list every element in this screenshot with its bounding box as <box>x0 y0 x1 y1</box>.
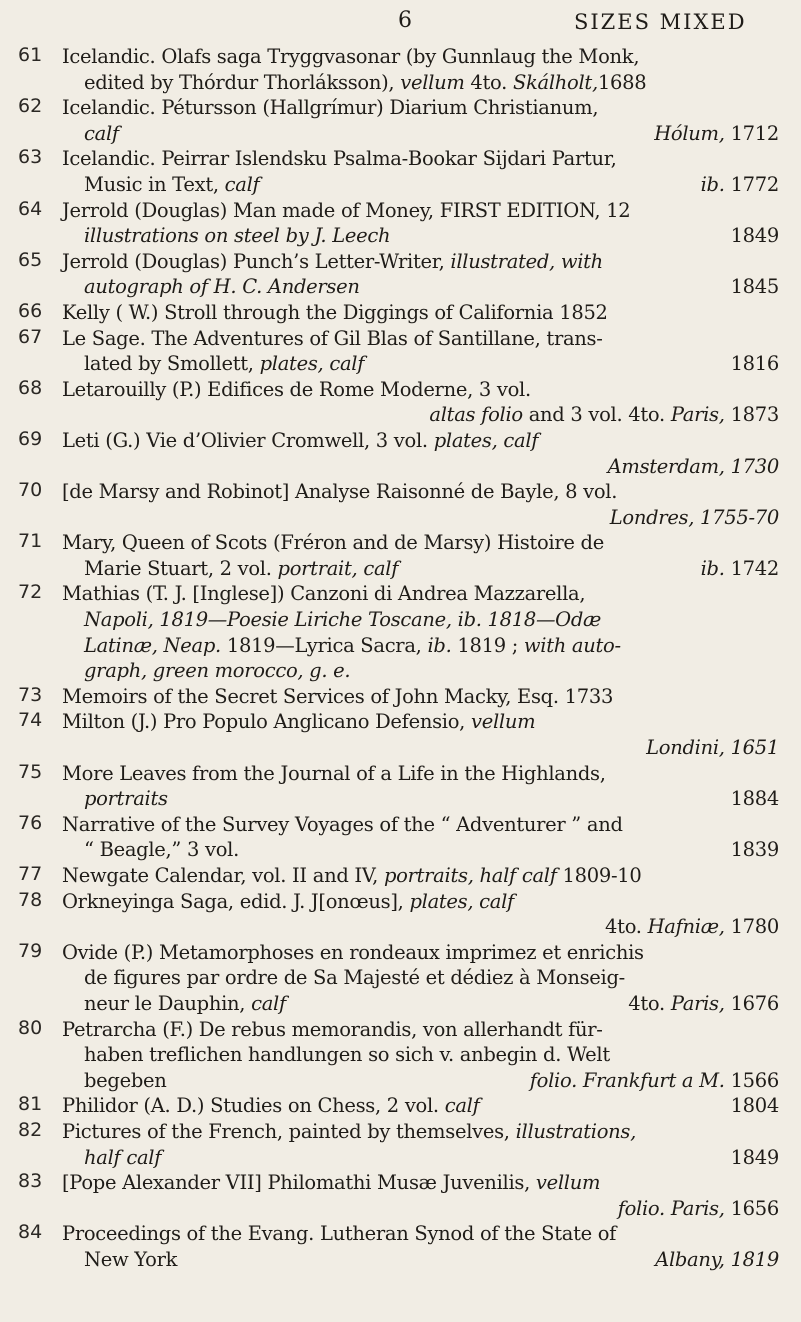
lot-number: 74 <box>18 709 43 732</box>
lot-number: 77 <box>18 863 43 885</box>
entry-format: 4to. <box>628 991 671 1015</box>
entry-imprint: Londini, 1651 <box>646 736 779 760</box>
catalogue-entry <box>0 428 801 479</box>
entry-date: 1839 <box>730 838 779 862</box>
entry-text <box>62 914 779 940</box>
entry-text: New York <box>84 1247 178 1271</box>
entry-text: Proceedings of the Evang. Lutheran Synod of the State of <box>62 1222 617 1246</box>
catalogue-entry <box>0 1093 801 1119</box>
entry-text <box>62 633 779 659</box>
lot-number: 66 <box>18 299 43 322</box>
entry-text: Napoli, 1819—Poesie Liriche Toscane, ib. 1818—Odæ <box>84 608 602 632</box>
lot-number: 75 <box>18 760 43 783</box>
entry-place: Hólum, <box>654 121 725 145</box>
entry-text <box>62 121 779 147</box>
catalogue-entry <box>0 1017 801 1094</box>
entry-note: with auto- <box>523 633 621 657</box>
catalogue-entry <box>0 1119 801 1170</box>
catalogue-entry <box>0 709 801 760</box>
entry-imprint: Amsterdam, 1730 <box>607 454 779 478</box>
entry-date: 1804 <box>730 1094 779 1118</box>
entry-place: Skálholt, <box>512 70 598 94</box>
entry-text: Marie Stuart, 2 vol. <box>84 556 278 580</box>
entry-format: 4to. <box>464 70 513 94</box>
entry-text: Icelandic. Olafs saga Tryggvasonar (by Gunnlaug the Monk, <box>62 45 640 68</box>
catalogue-entries <box>0 44 801 1273</box>
entry-binding: calf <box>84 121 119 145</box>
entry-text <box>62 70 779 96</box>
entry-text: Letarouilly (P.) Edifices de Rome Moderne, 3 vol. <box>62 377 531 401</box>
lot-number: 69 <box>18 427 43 450</box>
catalogue-entry <box>0 249 801 300</box>
entry-text: begeben <box>84 1068 167 1092</box>
lot-number: 81 <box>18 1093 43 1116</box>
catalogue-entry <box>0 479 801 530</box>
entry-text: Newgate Calendar, vol. II and IV, <box>62 864 384 887</box>
entry-text <box>62 172 779 198</box>
entry-text: Pictures of the French, painted by themselves, <box>62 1119 516 1143</box>
entry-text <box>62 991 779 1017</box>
entry-date: 1816 <box>730 352 779 376</box>
catalogue-entry <box>0 761 801 812</box>
entry-note: illustrated, with <box>450 249 603 273</box>
entry-binding: vellum <box>400 70 465 94</box>
catalogue-entry <box>0 146 801 197</box>
entry-text: [de Marsy and Robinot] Analyse Raisonné de Bayle, 8 vol. <box>62 480 618 504</box>
page-number: 6 <box>398 8 412 33</box>
entry-text: Memoirs of the Secret Services of John Macky, Esq. 1733 <box>62 684 614 708</box>
entry-place: Paris, <box>670 403 725 427</box>
lot-number: 80 <box>18 1016 43 1039</box>
entry-text <box>62 889 779 915</box>
lot-number: 83 <box>18 1170 43 1193</box>
entry-text: Icelandic. Peirrar Islendsku Psalma-Bookar Sijdari Partur, <box>62 147 617 171</box>
entry-note: illustrations, <box>515 1119 637 1143</box>
entry-note: portraits <box>84 787 168 811</box>
entry-binding: plates, calf <box>259 352 365 376</box>
entry-date: 1676 <box>724 991 779 1015</box>
entry-text: Narrative of the Survey Voyages of the “ Adventurer ” and <box>62 812 623 836</box>
entry-date: 1742 <box>730 556 779 580</box>
entry-imprint: folio. Frankfurt a M. <box>529 1068 725 1092</box>
page-header <box>0 8 801 36</box>
lot-number: 70 <box>18 479 43 502</box>
lot-number: 64 <box>18 197 43 220</box>
entry-text <box>62 274 779 300</box>
entry-imprint: Londres, 1755-70 <box>609 505 779 529</box>
entry-text: 1819—Lyrica Sacra, <box>220 633 428 657</box>
entry-text: Leti (G.) Vie d’Olivier Cromwell, 3 vol. <box>62 428 434 452</box>
entry-binding: graph, green morocco, g. e. <box>84 659 351 683</box>
catalogue-entry <box>0 684 801 710</box>
entry-format: 4to. <box>605 915 648 939</box>
entry-text: [Pope Alexander VII] Philomathi Musæ Juvenilis, <box>62 1171 536 1195</box>
entry-binding: portrait, calf <box>277 556 399 580</box>
entry-text: Petrarcha (F.) De rebus memorandis, von allerhandt für- <box>62 1017 603 1041</box>
entry-binding: half calf <box>84 1145 162 1169</box>
catalogue-entry <box>0 1170 801 1221</box>
entry-binding: vellum <box>535 1171 601 1195</box>
lot-number: 62 <box>18 95 43 118</box>
entry-text: “ Beagle,” 3 vol. <box>84 838 239 862</box>
catalogue-entry <box>0 1221 801 1272</box>
entry-binding: plates, calf <box>409 889 514 913</box>
entry-imprint: Albany, 1819 <box>655 1247 779 1271</box>
entry-text: Kelly ( W.) Stroll through the Diggings of California 1852 <box>62 300 608 324</box>
entry-text <box>62 709 779 735</box>
entry-date: 1712 <box>730 121 779 145</box>
entry-text: Jerrold (Douglas) Man made of Money, FIRST EDITION, 12 <box>62 198 631 222</box>
entry-text <box>62 863 779 889</box>
entry-note: autograph of H. C. Andersen <box>84 275 360 299</box>
lot-number: 72 <box>18 581 43 604</box>
entry-text: Music in Text, <box>84 172 225 196</box>
entry-text <box>62 1145 779 1171</box>
entry-text <box>62 1119 779 1145</box>
entry-date: 1849 <box>730 224 779 248</box>
catalogue-entry <box>0 44 801 95</box>
entry-text: Le Sage. The Adventures of Gil Blas of Santillane, trans- <box>62 326 603 350</box>
catalogue-entry <box>0 326 801 377</box>
entry-binding: calf <box>444 1094 480 1118</box>
entry-text <box>62 428 779 454</box>
catalogue-entry <box>0 530 801 581</box>
entry-text: Icelandic. Pétursson (Hallgrímur) Diarium Christianum, <box>62 96 599 120</box>
catalogue-entry <box>0 863 801 889</box>
lot-number: 63 <box>18 146 43 169</box>
entry-date: 1873 <box>724 403 779 427</box>
catalogue-entry <box>0 812 801 863</box>
entry-format: and 3 vol. 4to. <box>522 403 671 427</box>
entry-text: Mary, Queen of Scots (Fréron and de Marsy) Histoire de <box>62 531 604 555</box>
entry-binding: portraits, half calf <box>383 864 557 887</box>
entry-place: Hafniæ, <box>647 915 725 939</box>
lot-number: 61 <box>18 44 43 66</box>
entry-date: 1845 <box>730 275 779 299</box>
catalogue-entry <box>0 377 801 428</box>
entry-text: More Leaves from the Journal of a Life in the Highlands, <box>62 761 606 785</box>
entry-text: haben treflichen handlungen so sich v. anbegin d. Welt <box>84 1043 610 1067</box>
entry-binding: vellum <box>470 710 536 734</box>
entry-date: 1566 <box>724 1068 779 1092</box>
entry-text: Milton (J.) Pro Populo Anglicano Defensio, <box>62 710 471 734</box>
entry-text <box>62 1247 779 1273</box>
lot-number: 73 <box>18 683 43 706</box>
catalogue-entry <box>0 300 801 326</box>
catalogue-entry <box>0 581 801 683</box>
catalogue-entry <box>0 198 801 249</box>
entry-text <box>62 402 779 428</box>
entry-date: 1688 <box>597 70 647 94</box>
lot-number: 78 <box>18 888 43 911</box>
entry-text: Jerrold (Douglas) Punch’s Letter-Writer, <box>62 249 451 273</box>
lot-number: 82 <box>18 1118 43 1141</box>
entry-text: neur le Dauphin, <box>84 991 252 1015</box>
entry-text <box>62 1068 779 1094</box>
entry-place: ib. <box>700 556 725 580</box>
entry-place: ib. <box>700 172 725 196</box>
entry-date: 1809-10 <box>556 864 642 887</box>
entry-text <box>62 786 779 812</box>
lot-number: 65 <box>18 248 43 271</box>
entry-place: ib. <box>427 633 452 657</box>
entry-date: 1772 <box>730 172 779 196</box>
entry-text: Mathias (T. J. [Inglese]) Canzoni di Andrea Mazzarella, <box>62 582 586 606</box>
entry-binding: calf <box>251 991 286 1015</box>
entry-date: 1849 <box>730 1145 779 1169</box>
entry-imprint: folio. Paris, <box>617 1196 725 1220</box>
entry-note: illustrations on steel by J. Leech <box>84 224 391 248</box>
entry-place: Paris, <box>670 991 725 1015</box>
entry-text <box>62 1170 779 1196</box>
entry-text <box>62 837 779 863</box>
entry-text <box>62 1196 779 1222</box>
entry-date: 1656 <box>724 1196 779 1220</box>
lot-number: 84 <box>18 1221 43 1244</box>
entry-text: Ovide (P.) Metamorphoses en rondeaux imprimez et enrichis <box>62 940 644 964</box>
entry-text: Latinæ, Neap. <box>84 633 221 657</box>
catalogue-entry <box>0 889 801 940</box>
entry-binding: calf <box>224 172 260 196</box>
entry-text <box>62 249 779 275</box>
catalogue-entry <box>0 940 801 1017</box>
running-title: SIZES MIXED <box>574 10 747 34</box>
entry-date: 1884 <box>730 787 779 811</box>
entry-format: altas folio <box>429 403 523 427</box>
lot-number: 68 <box>18 376 43 399</box>
entry-text: Orkneyinga Saga, edid. J. J[onœus], <box>62 889 410 913</box>
entry-text: de figures par ordre de Sa Majesté et dédiez à Monseig- <box>84 966 625 990</box>
entry-text <box>62 223 779 249</box>
lot-number: 71 <box>18 530 43 553</box>
entry-date: 1819 ; <box>451 633 524 657</box>
entry-text: edited by Thórdur Thorláksson), <box>84 70 401 94</box>
lot-number: 79 <box>18 939 43 962</box>
entry-binding: plates, calf <box>433 428 539 452</box>
lot-number: 67 <box>18 325 43 348</box>
entry-text <box>62 556 779 582</box>
lot-number: 76 <box>18 811 43 834</box>
entry-text: Philidor (A. D.) Studies on Chess, 2 vol. <box>62 1094 445 1118</box>
catalogue-entry <box>0 95 801 146</box>
entry-text: lated by Smollett, <box>84 352 260 376</box>
entry-date: 1780 <box>724 915 779 939</box>
entry-text <box>62 1093 779 1119</box>
entry-text <box>62 351 779 377</box>
